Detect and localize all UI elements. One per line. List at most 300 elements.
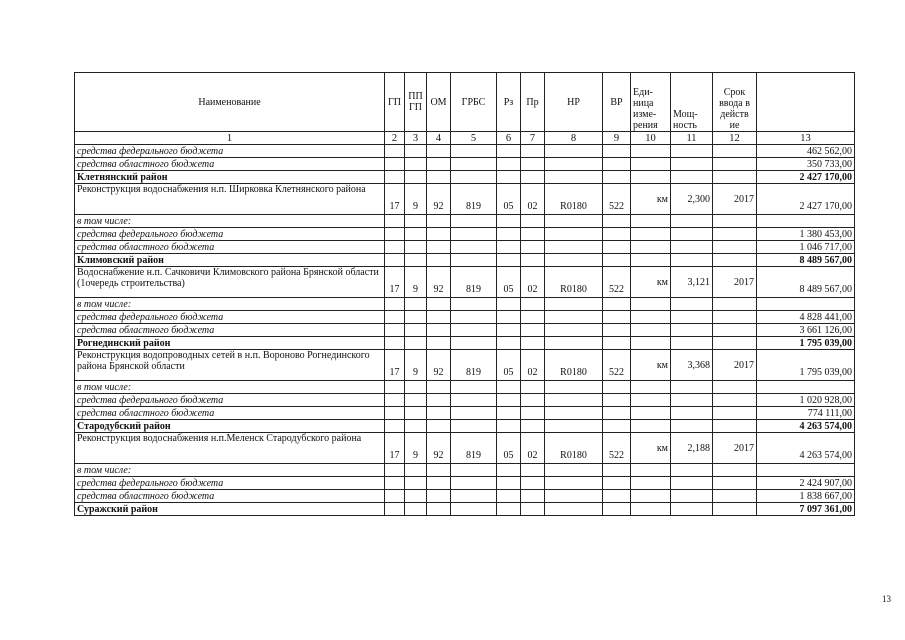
cell-gp: 17: [385, 350, 405, 381]
cell-term: [713, 490, 757, 503]
cell-amount: 1 046 717,00: [757, 241, 855, 254]
cell-rz: [497, 337, 521, 350]
row-name: Клетнянский район: [75, 171, 385, 184]
header-row: [75, 73, 855, 132]
district-row: [75, 337, 855, 350]
cell-power: [671, 158, 713, 171]
cell-om: [427, 394, 451, 407]
cell-amount: [757, 215, 855, 228]
cell-amount: 1 020 928,00: [757, 394, 855, 407]
cell-nr: [545, 477, 603, 490]
budget-table: [74, 72, 855, 516]
cell-power: [671, 298, 713, 311]
row-name: средства областного бюджета: [75, 324, 385, 337]
cell-grbs: [451, 324, 497, 337]
cell-power: 2,188: [671, 433, 713, 464]
cell-grbs: [451, 298, 497, 311]
project-row: [75, 350, 855, 381]
cell-pr: [521, 228, 545, 241]
column-number: 6: [497, 132, 521, 145]
cell-gp: [385, 171, 405, 184]
table-row: [75, 215, 855, 228]
cell-gp: [385, 254, 405, 267]
cell-term: [713, 464, 757, 477]
cell-rz: [497, 490, 521, 503]
column-number-row: [75, 132, 855, 145]
cell-rz: [497, 324, 521, 337]
cell-ppgp: [405, 464, 427, 477]
project-row: [75, 433, 855, 464]
row-name: в том числе:: [75, 464, 385, 477]
cell-grbs: 819: [451, 184, 497, 215]
cell-gp: [385, 420, 405, 433]
column-number: 3: [405, 132, 427, 145]
cell-term: [713, 228, 757, 241]
cell-unit: [631, 254, 671, 267]
cell-vr: [603, 477, 631, 490]
column-number: 2: [385, 132, 405, 145]
table-row: [75, 145, 855, 158]
cell-power: [671, 171, 713, 184]
cell-amount: 3 661 126,00: [757, 324, 855, 337]
column-number: 10: [631, 132, 671, 145]
cell-pr: [521, 324, 545, 337]
cell-rz: 05: [497, 184, 521, 215]
cell-grbs: [451, 407, 497, 420]
cell-vr: [603, 503, 631, 516]
table-row: [75, 158, 855, 171]
cell-rz: [497, 298, 521, 311]
column-number: 11: [671, 132, 713, 145]
cell-vr: [603, 228, 631, 241]
cell-gp: [385, 215, 405, 228]
cell-gp: [385, 477, 405, 490]
cell-nr: [545, 407, 603, 420]
cell-unit: [631, 337, 671, 350]
cell-amount: 4 263 574,00: [757, 433, 855, 464]
cell-vr: [603, 311, 631, 324]
cell-nr: [545, 145, 603, 158]
cell-grbs: [451, 420, 497, 433]
cell-ppgp: [405, 158, 427, 171]
cell-amount: [757, 298, 855, 311]
column-number: 7: [521, 132, 545, 145]
cell-om: [427, 420, 451, 433]
cell-nr: [545, 503, 603, 516]
cell-unit: [631, 407, 671, 420]
cell-rz: 05: [497, 350, 521, 381]
cell-nr: R0180: [545, 350, 603, 381]
cell-gp: [385, 241, 405, 254]
cell-unit: [631, 215, 671, 228]
page-number: 13: [882, 594, 891, 604]
cell-om: [427, 407, 451, 420]
cell-om: [427, 145, 451, 158]
row-name: в том числе:: [75, 381, 385, 394]
cell-amount: 7 097 361,00: [757, 503, 855, 516]
cell-om: 92: [427, 184, 451, 215]
cell-term: [713, 503, 757, 516]
cell-ppgp: [405, 407, 427, 420]
cell-nr: [545, 464, 603, 477]
cell-pr: 02: [521, 267, 545, 298]
cell-amount: 462 562,00: [757, 145, 855, 158]
cell-term: [713, 381, 757, 394]
cell-unit: [631, 171, 671, 184]
cell-pr: [521, 503, 545, 516]
cell-grbs: [451, 241, 497, 254]
cell-ppgp: 9: [405, 433, 427, 464]
district-row: [75, 503, 855, 516]
cell-vr: [603, 158, 631, 171]
cell-rz: [497, 381, 521, 394]
cell-pr: [521, 407, 545, 420]
cell-grbs: 819: [451, 267, 497, 298]
cell-nr: [545, 381, 603, 394]
cell-grbs: 819: [451, 433, 497, 464]
cell-power: [671, 490, 713, 503]
cell-rz: [497, 407, 521, 420]
cell-ppgp: [405, 337, 427, 350]
cell-nr: [545, 490, 603, 503]
cell-rz: [497, 228, 521, 241]
cell-amount: 350 733,00: [757, 158, 855, 171]
cell-nr: [545, 420, 603, 433]
cell-ppgp: [405, 311, 427, 324]
cell-pr: [521, 145, 545, 158]
cell-nr: R0180: [545, 267, 603, 298]
cell-vr: [603, 324, 631, 337]
cell-gp: [385, 298, 405, 311]
cell-vr: [603, 171, 631, 184]
row-name: Стародубский район: [75, 420, 385, 433]
cell-term: [713, 158, 757, 171]
cell-unit: [631, 381, 671, 394]
header-gp: ГП: [385, 73, 405, 132]
cell-unit: [631, 158, 671, 171]
cell-om: 92: [427, 433, 451, 464]
cell-nr: [545, 241, 603, 254]
cell-om: 92: [427, 267, 451, 298]
cell-om: [427, 241, 451, 254]
cell-grbs: [451, 503, 497, 516]
cell-term: [713, 241, 757, 254]
cell-gp: [385, 324, 405, 337]
header-rz: Рз: [497, 73, 521, 132]
cell-vr: [603, 145, 631, 158]
cell-vr: [603, 394, 631, 407]
cell-rz: [497, 464, 521, 477]
cell-rz: [497, 254, 521, 267]
header-unit: Еди-ница изме-рения: [631, 73, 671, 132]
cell-grbs: [451, 337, 497, 350]
cell-gp: 17: [385, 267, 405, 298]
cell-gp: [385, 464, 405, 477]
cell-power: [671, 477, 713, 490]
cell-om: [427, 490, 451, 503]
row-name: средства областного бюджета: [75, 490, 385, 503]
table-row: [75, 464, 855, 477]
cell-unit: [631, 228, 671, 241]
cell-amount: [757, 381, 855, 394]
column-number: 9: [603, 132, 631, 145]
cell-grbs: [451, 254, 497, 267]
cell-term: [713, 215, 757, 228]
header-vr: ВР: [603, 73, 631, 132]
cell-vr: 522: [603, 433, 631, 464]
cell-nr: [545, 254, 603, 267]
header-pr: Пр: [521, 73, 545, 132]
cell-ppgp: 9: [405, 267, 427, 298]
column-number: 12: [713, 132, 757, 145]
cell-power: [671, 381, 713, 394]
row-name: средства федерального бюджета: [75, 145, 385, 158]
cell-rz: [497, 241, 521, 254]
cell-vr: 522: [603, 184, 631, 215]
cell-gp: [385, 490, 405, 503]
cell-term: [713, 477, 757, 490]
cell-ppgp: [405, 215, 427, 228]
cell-om: [427, 228, 451, 241]
cell-gp: [385, 228, 405, 241]
table-body: [75, 145, 855, 516]
cell-nr: [545, 171, 603, 184]
cell-vr: [603, 464, 631, 477]
cell-grbs: [451, 490, 497, 503]
project-row: [75, 267, 855, 298]
cell-pr: [521, 311, 545, 324]
cell-term: 2017: [713, 350, 757, 381]
cell-unit: км: [631, 267, 671, 298]
row-name: средства федерального бюджета: [75, 311, 385, 324]
cell-om: [427, 503, 451, 516]
cell-unit: [631, 477, 671, 490]
cell-power: [671, 228, 713, 241]
cell-grbs: [451, 394, 497, 407]
cell-om: [427, 158, 451, 171]
cell-term: 2017: [713, 433, 757, 464]
cell-vr: [603, 337, 631, 350]
cell-term: [713, 420, 757, 433]
cell-nr: R0180: [545, 433, 603, 464]
row-name: Климовский район: [75, 254, 385, 267]
cell-vr: [603, 215, 631, 228]
table-row: [75, 324, 855, 337]
cell-unit: км: [631, 184, 671, 215]
cell-vr: [603, 254, 631, 267]
cell-grbs: [451, 381, 497, 394]
cell-power: [671, 464, 713, 477]
cell-nr: [545, 228, 603, 241]
cell-rz: [497, 420, 521, 433]
cell-gp: [385, 407, 405, 420]
table-row: [75, 490, 855, 503]
row-name: в том числе:: [75, 298, 385, 311]
cell-ppgp: [405, 394, 427, 407]
table-row: [75, 394, 855, 407]
cell-om: [427, 215, 451, 228]
cell-term: [713, 254, 757, 267]
header-term: Срок ввода в действ ие: [713, 73, 757, 132]
cell-ppgp: [405, 298, 427, 311]
cell-unit: км: [631, 350, 671, 381]
cell-amount: 4 828 441,00: [757, 311, 855, 324]
cell-rz: [497, 158, 521, 171]
cell-grbs: [451, 311, 497, 324]
cell-rz: [497, 145, 521, 158]
cell-power: [671, 324, 713, 337]
row-name: средства федерального бюджета: [75, 228, 385, 241]
cell-gp: [385, 394, 405, 407]
cell-om: [427, 254, 451, 267]
table-row: [75, 477, 855, 490]
cell-pr: [521, 158, 545, 171]
cell-pr: [521, 171, 545, 184]
cell-ppgp: [405, 171, 427, 184]
cell-gp: 17: [385, 184, 405, 215]
cell-pr: [521, 477, 545, 490]
cell-power: [671, 420, 713, 433]
cell-grbs: [451, 171, 497, 184]
cell-gp: [385, 503, 405, 516]
cell-vr: [603, 381, 631, 394]
table-row: [75, 241, 855, 254]
district-row: [75, 420, 855, 433]
cell-amount: 2 424 907,00: [757, 477, 855, 490]
cell-rz: 05: [497, 433, 521, 464]
table-row: [75, 311, 855, 324]
column-number: 8: [545, 132, 603, 145]
column-number: 1: [75, 132, 385, 145]
cell-rz: [497, 171, 521, 184]
cell-om: [427, 477, 451, 490]
cell-grbs: 819: [451, 350, 497, 381]
table-row: [75, 298, 855, 311]
cell-ppgp: [405, 503, 427, 516]
header-om: ОМ: [427, 73, 451, 132]
cell-om: [427, 311, 451, 324]
cell-pr: 02: [521, 184, 545, 215]
cell-power: 3,121: [671, 267, 713, 298]
cell-rz: [497, 503, 521, 516]
cell-vr: 522: [603, 267, 631, 298]
cell-term: [713, 407, 757, 420]
cell-power: [671, 407, 713, 420]
district-row: [75, 171, 855, 184]
cell-term: [713, 171, 757, 184]
cell-pr: [521, 420, 545, 433]
cell-ppgp: [405, 477, 427, 490]
header-name: Наименование: [75, 73, 385, 132]
cell-vr: 522: [603, 350, 631, 381]
cell-power: [671, 503, 713, 516]
cell-om: [427, 324, 451, 337]
row-name: в том числе:: [75, 215, 385, 228]
cell-pr: [521, 464, 545, 477]
cell-pr: [521, 394, 545, 407]
cell-power: 2,300: [671, 184, 713, 215]
cell-unit: [631, 464, 671, 477]
cell-amount: 1 795 039,00: [757, 337, 855, 350]
cell-gp: [385, 145, 405, 158]
cell-ppgp: [405, 228, 427, 241]
header-nr: НР: [545, 73, 603, 132]
cell-amount: 2 427 170,00: [757, 184, 855, 215]
row-name: Реконструкция водоснабжения н.п. Ширковка Клетнянского района: [75, 184, 385, 215]
cell-pr: [521, 298, 545, 311]
cell-power: [671, 145, 713, 158]
cell-ppgp: [405, 241, 427, 254]
cell-rz: [497, 311, 521, 324]
cell-nr: [545, 298, 603, 311]
cell-vr: [603, 298, 631, 311]
cell-ppgp: [405, 324, 427, 337]
cell-ppgp: 9: [405, 350, 427, 381]
cell-amount: 1 838 667,00: [757, 490, 855, 503]
cell-unit: [631, 420, 671, 433]
cell-nr: [545, 337, 603, 350]
cell-term: 2017: [713, 267, 757, 298]
cell-ppgp: 9: [405, 184, 427, 215]
cell-power: [671, 215, 713, 228]
cell-amount: 8 489 567,00: [757, 267, 855, 298]
header-power: Мощ-ность: [671, 73, 713, 132]
cell-nr: R0180: [545, 184, 603, 215]
cell-om: [427, 381, 451, 394]
cell-amount: 8 489 567,00: [757, 254, 855, 267]
cell-ppgp: [405, 254, 427, 267]
cell-gp: [385, 337, 405, 350]
cell-amount: 2 427 170,00: [757, 171, 855, 184]
cell-ppgp: [405, 145, 427, 158]
cell-term: [713, 324, 757, 337]
header-grbs: ГРБС: [451, 73, 497, 132]
header-col13: [757, 73, 855, 132]
cell-amount: 4 263 574,00: [757, 420, 855, 433]
cell-nr: [545, 215, 603, 228]
cell-pr: [521, 381, 545, 394]
cell-amount: 774 111,00: [757, 407, 855, 420]
table-row: [75, 228, 855, 241]
row-name: Реконструкция водопроводных сетей в н.п. Вороново Рогнединского района Брянской области: [75, 350, 385, 381]
cell-unit: [631, 394, 671, 407]
cell-grbs: [451, 158, 497, 171]
cell-pr: [521, 490, 545, 503]
cell-grbs: [451, 464, 497, 477]
row-name: средства федерального бюджета: [75, 477, 385, 490]
header-ppgp: ПП ГП: [405, 73, 427, 132]
table-row: [75, 407, 855, 420]
cell-gp: 17: [385, 433, 405, 464]
cell-unit: [631, 324, 671, 337]
cell-amount: 1 795 039,00: [757, 350, 855, 381]
cell-vr: [603, 490, 631, 503]
cell-pr: 02: [521, 433, 545, 464]
cell-ppgp: [405, 420, 427, 433]
row-name: Суражский район: [75, 503, 385, 516]
district-row: [75, 254, 855, 267]
cell-om: [427, 464, 451, 477]
row-name: Рогнединский район: [75, 337, 385, 350]
project-row: [75, 184, 855, 215]
cell-vr: [603, 420, 631, 433]
cell-term: [713, 394, 757, 407]
cell-om: 92: [427, 350, 451, 381]
column-number: 13: [757, 132, 855, 145]
row-name: средства областного бюджета: [75, 158, 385, 171]
cell-ppgp: [405, 490, 427, 503]
cell-pr: 02: [521, 350, 545, 381]
